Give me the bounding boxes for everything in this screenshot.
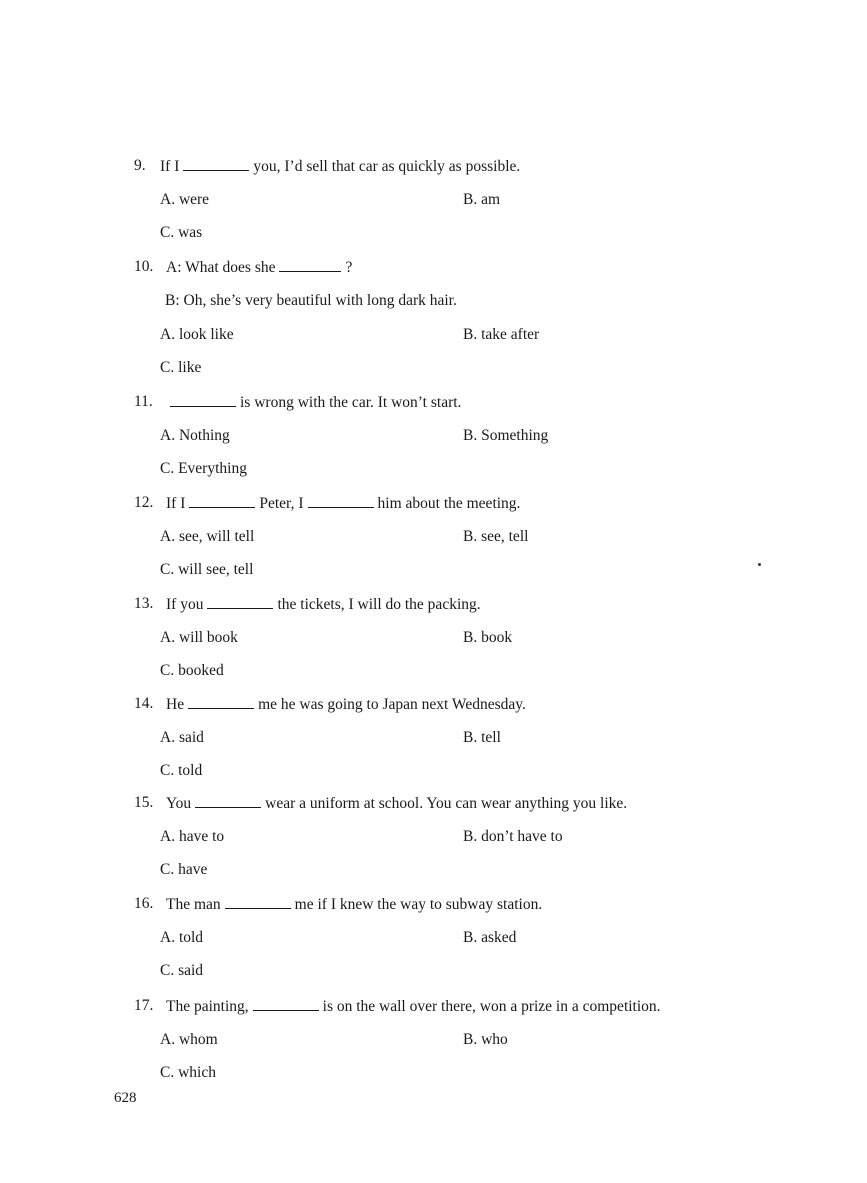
question-10-dialogue-b: B: Oh, she’s very beautiful with long dark hair. [165, 291, 457, 309]
stem-text: you, I’d sell that car as quickly as possible. [253, 158, 521, 175]
question-9-option-b: B. am [463, 190, 501, 208]
question-13-option-b: B. book [463, 628, 513, 646]
stray-dot [758, 563, 761, 566]
answer-blank [308, 493, 374, 508]
stem-text: If you [166, 596, 204, 613]
question-14-option-b: B. tell [463, 728, 501, 746]
question-16-option-c: C. said [160, 962, 204, 979]
question-10-stem [166, 257, 352, 278]
stem-text: him about the meeting. [377, 495, 521, 512]
question-17-number: 17. [134, 997, 154, 1014]
question-13-option-c: C. booked [160, 662, 224, 679]
stem-text: The man [166, 896, 221, 913]
question-11-number: 11. [134, 393, 153, 410]
stem-text: A: What does she [166, 259, 276, 276]
question-12-option-b: B. see, tell [463, 527, 529, 545]
question-10-option-a: A. look like [160, 325, 234, 343]
stem-text: You [166, 795, 192, 812]
stem-text: The painting, [166, 998, 249, 1015]
stem-text: ? [345, 259, 353, 276]
page-number: 628 [114, 1090, 137, 1106]
answer-blank [253, 996, 319, 1011]
question-12-stem [166, 493, 520, 514]
question-12-number: 12. [134, 494, 154, 511]
stem-text: is wrong with the car. It won’t start. [240, 394, 462, 411]
answer-blank [207, 594, 273, 609]
question-9-option-a: A. were [160, 190, 210, 208]
question-17-option-b: B. who [463, 1030, 508, 1048]
question-9-option-c: C. was [160, 224, 203, 241]
question-12-option-c: C. will see, tell [160, 561, 254, 578]
question-10-number: 10. [134, 258, 154, 275]
question-15-option-b: B. don’t have to [463, 827, 563, 845]
answer-blank [225, 894, 291, 909]
question-15-option-a: A. have to [160, 827, 225, 845]
question-10-option-b: B. take after [463, 325, 540, 343]
stem-text: If I [160, 158, 180, 175]
question-9-stem [160, 156, 520, 177]
stem-text: Peter, I [259, 495, 304, 512]
answer-blank [188, 694, 254, 709]
question-17-option-c: C. which [160, 1064, 216, 1081]
answer-blank [195, 793, 261, 808]
question-13-option-a: A. will book [160, 628, 238, 646]
question-11-option-a: A. Nothing [160, 426, 230, 444]
question-13-stem [166, 594, 481, 615]
question-11-stem [166, 392, 461, 413]
question-12-option-a: A. see, will tell [160, 527, 255, 545]
question-13-number: 13. [134, 595, 154, 612]
question-9-number: 9. [134, 157, 146, 174]
stem-text: the tickets, I will do the packing. [277, 596, 481, 613]
stem-text: is on the wall over there, won a prize in a competition. [322, 998, 661, 1015]
answer-blank [170, 392, 236, 407]
stem-text: He [166, 696, 185, 713]
answer-blank [279, 257, 341, 272]
question-10-option-c: C. like [160, 359, 202, 376]
question-16-option-a: A. told [160, 928, 204, 946]
stem-text: If I [166, 495, 186, 512]
question-16-stem [166, 894, 542, 915]
question-16-option-b: B. asked [463, 928, 517, 946]
answer-blank [183, 156, 249, 171]
question-17-option-a: A. whom [160, 1030, 218, 1048]
answer-blank [189, 493, 255, 508]
question-14-option-c: C. told [160, 762, 203, 779]
question-11-option-b: B. Something [463, 426, 549, 444]
question-15-number: 15. [134, 794, 154, 811]
stem-text: wear a uniform at school. You can wear anything you like. [265, 795, 628, 812]
question-14-option-a: A. said [160, 728, 204, 746]
question-14-number: 14. [134, 695, 154, 712]
question-11-option-c: C. Everything [160, 460, 247, 477]
question-14-stem [166, 694, 526, 715]
question-15-option-c: C. have [160, 861, 208, 878]
question-16-number: 16. [134, 895, 154, 912]
stem-text: me if I knew the way to subway station. [294, 896, 543, 913]
stem-text: me he was going to Japan next Wednesday. [258, 696, 526, 713]
question-15-stem [166, 793, 627, 814]
question-17-stem [166, 996, 661, 1017]
